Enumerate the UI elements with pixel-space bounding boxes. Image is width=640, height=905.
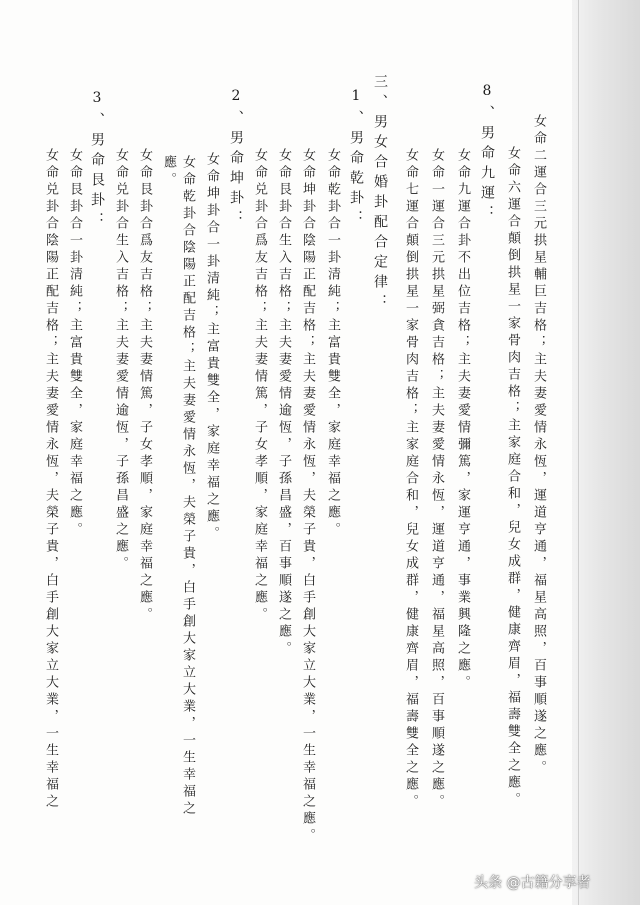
text-column-15: 女命乾卦合陰陽正配吉格；主夫妻愛情永恆，夫榮子貴，白手創大家立大業，一生幸福之	[180, 155, 195, 818]
section-heading-male-9: 8、男命九運：	[479, 83, 495, 225]
text-column-18: 女命兑卦合生入吉格；主夫妻愛情逾恆，子孫昌盛之應。	[113, 148, 128, 573]
text-column-10: 女命坤卦合陰陽正配吉格；主夫妻愛情永恆，夫榮子貴，白手創大家立大業，一生幸福之應。	[300, 148, 315, 845]
text-column-14: 女命坤卦合一卦清純；主富貴雙全，家庭幸福之應。	[204, 152, 219, 543]
text-column-21: 女命兑卦合陰陽正配吉格；主夫妻愛情永恆，夫榮子貴，白手創大家立大業，一生幸福之	[43, 148, 58, 811]
text-column-20: 女命艮卦合一卦清純；主富貴雙全，家庭幸福之應。	[67, 148, 82, 539]
text-column-17: 女命艮卦合爲友吉格；主夫妻情篤，子女孝順，家庭幸福之應。	[137, 148, 152, 624]
scan-edge-line	[578, 0, 579, 905]
watermark: 头条 @古籍分享者	[474, 875, 591, 891]
section-heading-gen: 3、男命艮卦：	[89, 90, 105, 232]
section-heading-qian: 1、男命乾卦：	[348, 88, 364, 230]
text-column-4: 女命九運合卦不出位吉格；主夫妻愛情彌篤，家運亨通，事業興隆之應。	[455, 148, 470, 692]
text-column-1: 女命二運合三元拱星輔巨吉格；主夫妻愛情永恆，運道亨通，福星高照，百事順遂之應。	[531, 114, 546, 777]
text-column-2: 女命六運合顛倒拱星一家骨肉吉格；主家庭合和，兒女成群，健康齊眉，福壽雙全之應。	[505, 146, 520, 809]
text-column-12: 女命兑卦合爲友吉格；主夫妻情篤，子女孝順，家庭幸福之應。	[252, 148, 267, 624]
text-column-11: 女命艮卦合生入吉格；主夫妻愛情逾恆，子孫昌盛，百事順遂之應。	[276, 148, 291, 658]
text-column-5: 女命一運合三元拱星弼貪吉格；主夫妻愛情永恆，運道亨通，福星高照，百事順遂之應。	[429, 148, 444, 811]
text-column-6: 女命七運合顛倒拱星一家骨肉吉格；主家庭合和，兒女成群，健康齊眉，福壽雙全之應。	[403, 148, 418, 811]
chapter-heading: 三、男女合婚卦配合定律：	[372, 74, 388, 314]
section-heading-kun: 2、男命坤卦：	[228, 88, 244, 230]
text-column-16: 應。	[161, 155, 176, 189]
scan-shadow	[572, 0, 640, 905]
text-column-9: 女命乾卦合一卦清純；主富貴雙全，家庭幸福之應。	[325, 148, 340, 539]
